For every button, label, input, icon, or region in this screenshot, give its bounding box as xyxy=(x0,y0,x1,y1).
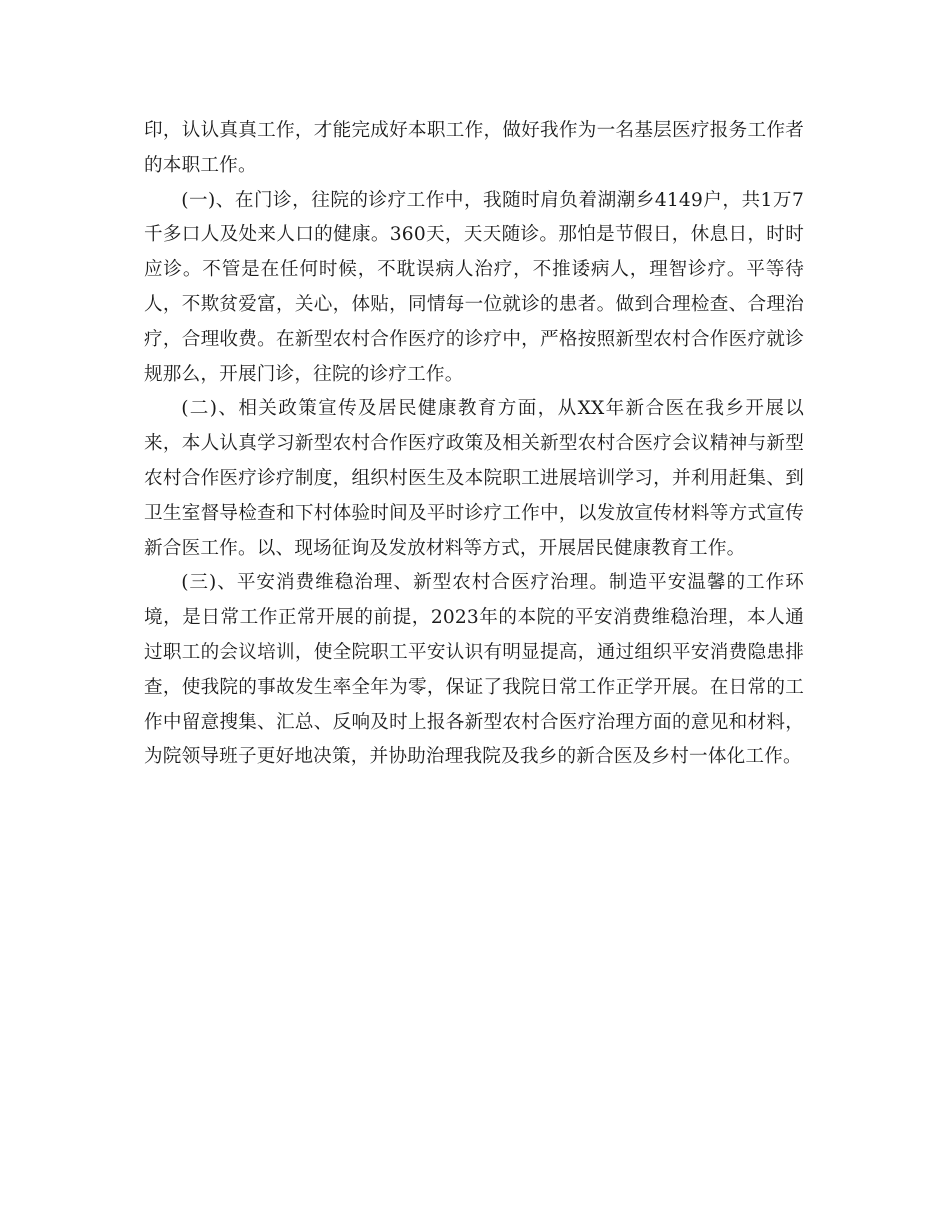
paragraph-outpatient: (一)、在门诊，往院的诊疗工作中，我随时肩负着湖潮乡4149户，共1万7千多口人及处来人口的健康。360天，天天随诊。那怕是节假日，休息日，时时应诊。不管是在任何时候，不耽误病人治疗，不推诿病人，理智诊疗。平等待人，不欺贫爱富，关心，体贴，同情每一位就诊的患者。做到合理检查、合理治疗，合理收费。在新型农村合作医疗的诊疗中，严格按照新型农村合作医疗就诊规那么，开展门诊，往院的诊疗工作。 xyxy=(144,189,804,385)
body-text xyxy=(144,114,804,775)
paragraph-policy-education: (二)、相关政策宣传及居民健康教育方面，从XX年新合医在我乡开展以来，本人认真学习新型农村合作医疗政策及相关新型农村合医疗会议精神与新型农村合作医疗诊疗制度，组织村医生及本院职工进展培训学习，并利用赶集、到卫生室督导检查和下村体验时间及平时诊疗工作中，以发放宣传材料等方式宣传新合医工作。以、现场征询及发放材料等方式，开展居民健康教育工作。 xyxy=(144,398,804,559)
paragraph-continuation: 印，认认真真工作，才能完成好本职工作，做好我作为一名基层医疗报务工作者的本职工作。 xyxy=(144,120,804,176)
paragraph-safety-management: (三)、平安消费维稳治理、新型农村合医疗治理。制造平安温馨的工作环境，是日常工作正常开展的前提，2023年的本院的平安消费维稳治理，本人通过职工的会议培训，使全院职工平安认识有明显提高，通过组织平安消费隐患排查，使我院的事故发生率全年为零，保证了我院日常工作正学开展。在日常的工作中留意搜集、汇总、反响及时上报各新型农村合医疗治理方面的意见和材料，为院领导班子更好地决策，并协助治理我院及我乡的新合医及乡村一体化工作。 xyxy=(144,572,804,768)
